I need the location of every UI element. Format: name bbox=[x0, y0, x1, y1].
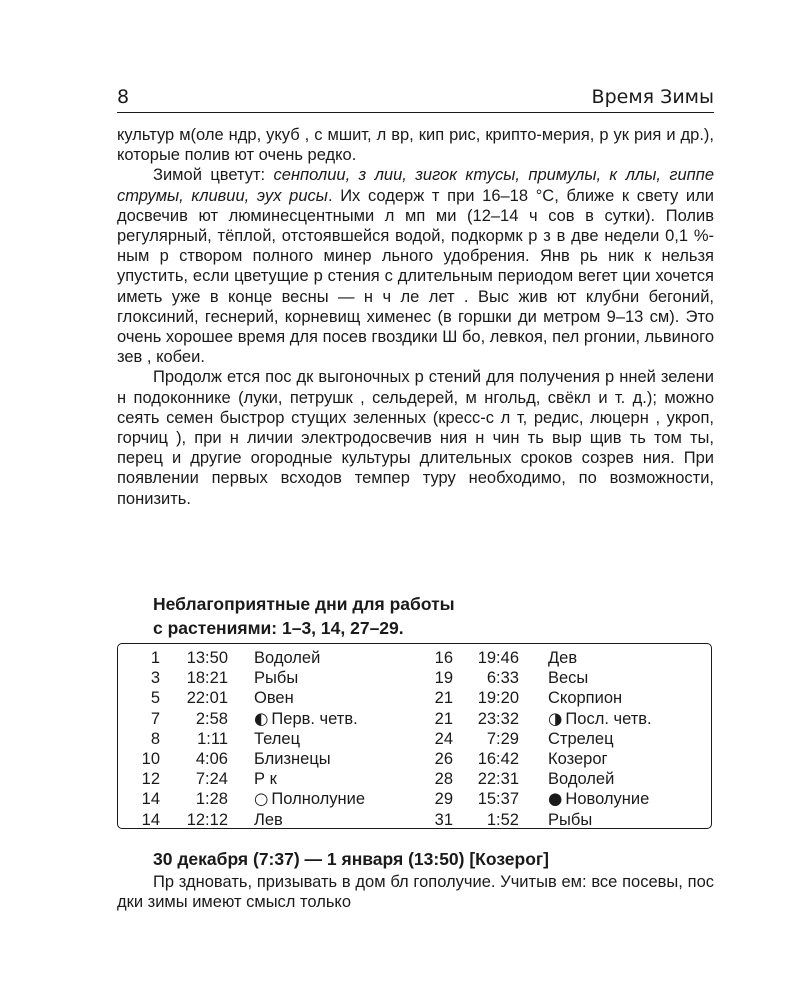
row-label bbox=[548, 729, 614, 749]
row-day: 3 bbox=[150, 669, 160, 688]
row-label bbox=[254, 648, 320, 668]
row-time: 13:50 bbox=[186, 649, 228, 667]
moon-calendar-table bbox=[117, 643, 712, 829]
moon-table-row bbox=[415, 648, 705, 668]
unfavorable-days-heading bbox=[153, 592, 653, 640]
paragraph-2-flowers: сенполии, з лии, зигок ктусы, примулы, к ллы, гиппе струмы, кливии, эух рисы bbox=[117, 166, 715, 205]
row-label-text: Водолей bbox=[254, 649, 321, 667]
row-label bbox=[254, 729, 300, 749]
row-label bbox=[254, 769, 277, 789]
row-label-text: Рыбы bbox=[548, 810, 593, 829]
moon-table-row bbox=[118, 789, 408, 809]
moon-table-row bbox=[118, 749, 408, 769]
paragraph-3: Продолж ется пос дк выгоночных р стений для получения р нней зелени н подоконнике (луки, петрушк , сельдерей, м нгольд, свёкл и т. д.); можно сеять семен быстрор стущих зеленных (кресс-с л т, редис, люцерн , укроп, горчиц ), при н личии электродосвечив ния н чин ть выр щив ть том ты, перец и другие огородные культуры длительных сроков созрев ния. При появлении первых всходов темпер туру необходимо, по возможности, понизить. bbox=[117, 368, 714, 508]
row-day: 5 bbox=[150, 689, 160, 708]
moon-table-row bbox=[415, 668, 705, 688]
row-label-text: Весы bbox=[548, 669, 589, 688]
row-label-text: Рыбы bbox=[254, 669, 299, 688]
row-label-text: Скорпион bbox=[548, 689, 623, 708]
row-day: 19 bbox=[434, 669, 453, 688]
moon-table-row bbox=[415, 729, 705, 749]
body-text bbox=[117, 125, 714, 509]
row-time: 12:12 bbox=[186, 810, 228, 829]
row-time: 19:46 bbox=[477, 649, 519, 667]
row-day: 7 bbox=[150, 709, 160, 728]
row-day: 14 bbox=[141, 810, 160, 829]
moon-table-row bbox=[118, 709, 408, 729]
row-day: 21 bbox=[434, 689, 453, 708]
row-label bbox=[548, 810, 592, 830]
moon-table-row bbox=[118, 769, 408, 789]
section-text: Пр здновать, призывать в дом бл гополучие. Учитыв ем: все посевы, пос дки зимы имеют смысл только bbox=[117, 873, 714, 912]
moon-phase-icon: ◑ bbox=[548, 708, 563, 728]
moon-table-row bbox=[415, 810, 705, 830]
row-day: 29 bbox=[434, 790, 453, 809]
paragraph-2-intro: Зимой цветут: bbox=[153, 166, 274, 185]
row-time: 16:42 bbox=[477, 749, 519, 768]
unfavorable-line-2: с растениями: 1–3, 14, 27–29. bbox=[153, 618, 404, 638]
row-time: 22:01 bbox=[186, 689, 228, 708]
row-day: 26 bbox=[434, 749, 453, 768]
row-label-text: Дев bbox=[548, 649, 578, 667]
moon-table-row bbox=[415, 769, 705, 789]
row-time: 2:58 bbox=[195, 709, 228, 728]
row-label bbox=[254, 709, 358, 729]
row-day: 14 bbox=[141, 790, 160, 809]
moon-table-row bbox=[118, 668, 408, 688]
row-day: 24 bbox=[434, 729, 453, 748]
page-header bbox=[117, 86, 714, 113]
row-day: 31 bbox=[434, 810, 453, 829]
row-time: 1:11 bbox=[197, 729, 228, 748]
row-day: 10 bbox=[141, 749, 160, 768]
row-label bbox=[548, 688, 622, 708]
row-label bbox=[548, 789, 649, 809]
row-time: 4:06 bbox=[195, 749, 228, 768]
paragraph-2-rest: . Их содерж т при 16–18 °С, ближе к свету или досвечив ют люминесцентными л мп ми (12–14 ч сов в сутки). Полив регулярный, тёплой, отстоявшейся водой, подкормк р з в две недели 0,1 %-ным р створом полного минер льного удобрения. Янв рь ник к нельзя упустить, если цветущие р стения с длительным периодом вегет ции хочется иметь уже в конце весны — н ч ле лет . Выс жив ют клубни бегоний, глоксиний, геснерий, корневищ хименес (в горшки ди метром 9–13 см). Это очень хорошее время для посев гвоздики Ш бо, левкоя, пел ргонии, львиного зев , кобеи. bbox=[117, 186, 714, 367]
row-label-text: Водолей bbox=[548, 770, 615, 789]
moon-table-row bbox=[118, 729, 408, 749]
page-number: 8 bbox=[117, 86, 130, 108]
moon-table-right-column bbox=[415, 648, 705, 830]
row-time: 19:20 bbox=[477, 689, 519, 708]
section-heading: 30 декабря (7:37) — 1 января (13:50) [Козерог] bbox=[153, 849, 550, 869]
row-label bbox=[254, 789, 365, 809]
row-label-text: Близнецы bbox=[254, 749, 331, 768]
row-label bbox=[548, 648, 577, 668]
row-label-text: Перв. четв. bbox=[271, 709, 358, 728]
row-time: 7:24 bbox=[195, 770, 228, 789]
moon-phase-icon: ● bbox=[548, 789, 563, 809]
paragraph-2 bbox=[117, 165, 714, 367]
moon-table-row bbox=[415, 688, 705, 708]
row-label bbox=[548, 668, 588, 688]
row-label bbox=[548, 709, 652, 729]
row-label bbox=[254, 810, 283, 830]
row-label bbox=[548, 769, 614, 789]
row-label bbox=[254, 668, 298, 688]
row-time: 22:31 bbox=[477, 770, 519, 789]
row-day: 12 bbox=[141, 770, 160, 789]
row-label-text: Телец bbox=[254, 729, 301, 748]
row-time: 1:52 bbox=[486, 810, 519, 829]
row-label-text: Р к bbox=[254, 770, 277, 789]
row-label-text: Посл. четв. bbox=[565, 709, 652, 728]
unfavorable-line-1: Неблагоприятные дни для работы bbox=[153, 594, 455, 614]
row-day: 21 bbox=[434, 709, 453, 728]
moon-phase-icon: ◐ bbox=[254, 708, 269, 728]
row-label-text: Лев bbox=[254, 810, 283, 829]
row-day: 28 bbox=[434, 770, 453, 789]
row-label-text: Полнолуние bbox=[271, 790, 366, 809]
moon-table-row bbox=[415, 749, 705, 769]
row-label-text: Козерог bbox=[548, 749, 608, 768]
moon-table-row bbox=[118, 688, 408, 708]
row-label-text: Новолуние bbox=[565, 790, 650, 809]
row-label bbox=[254, 749, 331, 769]
row-label-text: Стрелец bbox=[548, 729, 614, 748]
row-day: 1 bbox=[150, 649, 160, 667]
row-time: 18:21 bbox=[186, 669, 228, 688]
row-label bbox=[548, 749, 608, 769]
moon-table-left-column bbox=[118, 648, 408, 830]
moon-table-row bbox=[118, 810, 408, 830]
row-time: 15:37 bbox=[477, 790, 519, 809]
row-label bbox=[254, 688, 294, 708]
moon-table-row bbox=[118, 648, 408, 668]
row-label-text: Овен bbox=[254, 689, 294, 708]
row-day: 8 bbox=[150, 729, 160, 748]
row-time: 7:29 bbox=[486, 729, 519, 748]
row-day: 16 bbox=[434, 649, 453, 667]
moon-table-row bbox=[415, 709, 705, 729]
moon-phase-icon: ○ bbox=[254, 789, 269, 809]
row-time: 6:33 bbox=[486, 669, 519, 688]
running-title: Время Зимы bbox=[591, 86, 714, 108]
paragraph-1: культур м(оле ндр, укуб , с мшит, л вр, кип рис, крипто-мерия, р ук рия и др.), которые полив ют очень редко. bbox=[117, 126, 714, 165]
row-time: 23:32 bbox=[477, 709, 519, 728]
row-time: 1:28 bbox=[195, 790, 228, 809]
moon-table-row bbox=[415, 789, 705, 809]
